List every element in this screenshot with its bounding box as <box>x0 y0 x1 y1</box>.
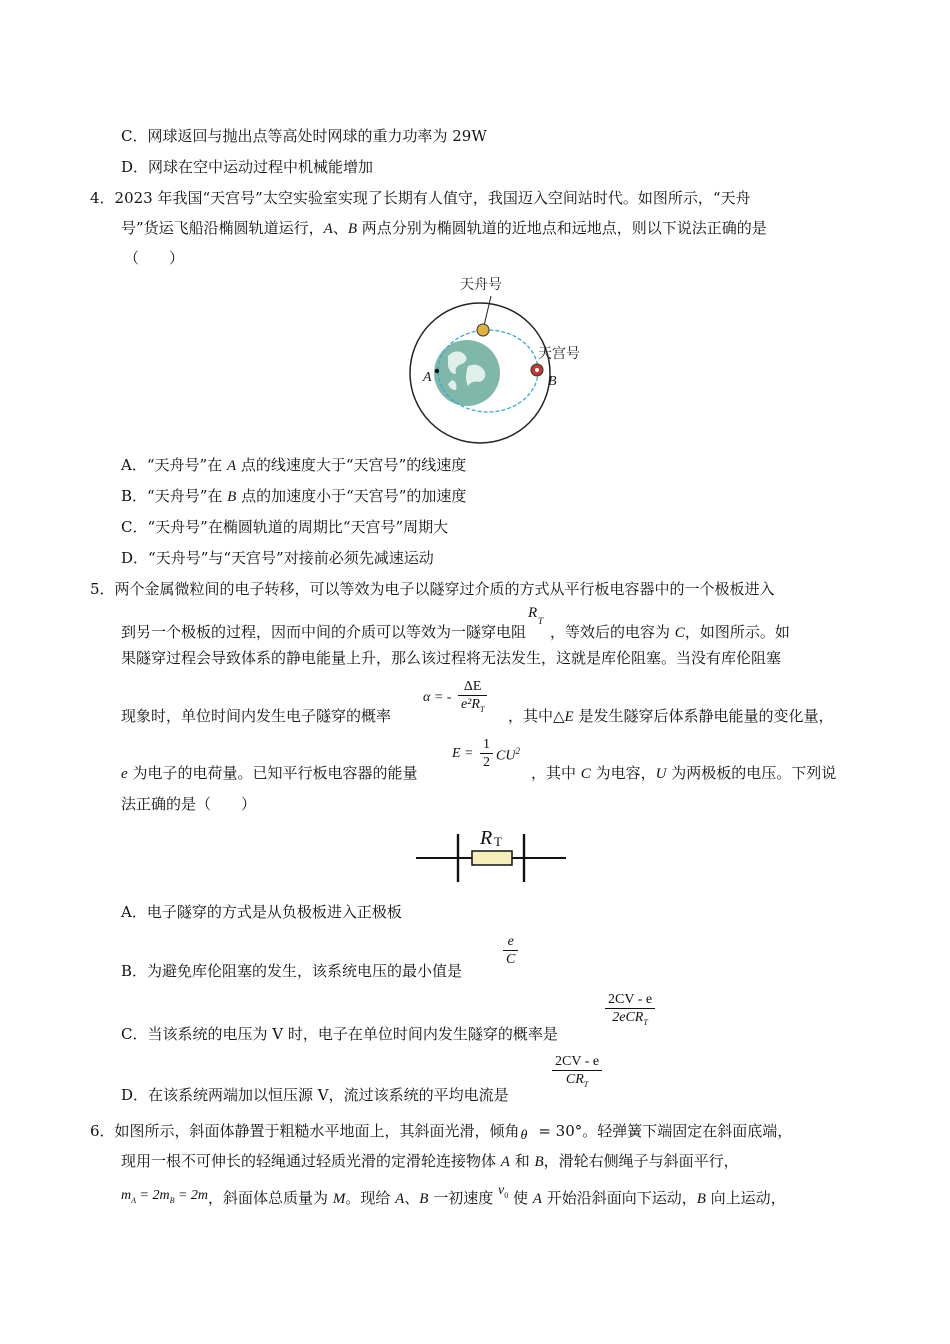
q3-option-d: D．网球在空中运动过程中机械能增加 <box>121 158 374 176</box>
q5-option-d-fraction: $\frac{2CV - e}{CR_T}$ <box>549 1053 605 1093</box>
tianzhou-icon <box>477 324 489 336</box>
q5-stem-line1: 5．两个金属微粒间的电子转移，可以等效为电子以隧穿过介质的方式从平行板电容器中的一个极板进入 <box>90 580 775 598</box>
q4-stem-line1: 4．2023 年我国“天宫号”太空实验室实现了长期有人值守，我国迈入空间站时代。如图所示，“天舟 <box>90 189 751 207</box>
q4-option-d: D．“天舟号”与“天宫号”对接前必须先减速运动 <box>121 549 434 567</box>
q4-option-a: A．“天舟号”在 A 点的线速度大于“天宫号”的线速度 <box>121 456 467 474</box>
q6-stem-line3: $m_A = 2m_B = 2m$，斜面体总质量为 M。现给 A、B 一初速度 $v_0$ 使 A 开始沿斜面向下运动，B 向上运动， <box>121 1183 786 1207</box>
label-tianzhou: 天舟号 <box>460 277 502 293</box>
q6-stem-line1: 6．如图所示，斜面体静置于粗糙水平地面上，其斜面光滑，倾角 θ = 30°。轻弹簧下端固定在斜面底端， <box>90 1122 793 1143</box>
q5-stem-line2: 到另一个极板的过程，因而中间的介质可以等效为一隧穿电阻 R T ，等效后的电容为 C，如图所示。如 <box>121 605 790 641</box>
q5-option-b-fraction: $\frac{e}{C}$ <box>500 933 521 968</box>
label-b: B <box>548 374 557 389</box>
q5-option-a: A．电子隧穿的方式是从负极板进入正极板 <box>121 903 402 921</box>
q4-stem-line2: 号”货运飞船沿椭圆轨道运行，A、B 两点分别为椭圆轨道的近地点和远地点，则以下说法正确的是 <box>121 219 767 237</box>
q5-stem-line5-tail: ，其中 C 为电容，U 为两极板的电压。下列说 <box>531 764 837 782</box>
q5-stem-line6: 法正确的是（ ） <box>121 795 257 813</box>
q5-stem-line4: 现象时，单位时间内发生电子隧穿的概率 <box>121 707 392 725</box>
label-a: A <box>423 370 432 385</box>
q5-capacitor-figure <box>412 822 572 884</box>
q5-option-c-fraction: $\frac{2CV - e}{2eCR_T}$ <box>602 991 658 1031</box>
q4-answer-paren: （ ） <box>124 249 185 267</box>
q6-stem-line2: 现用一根不可伸长的轻绳通过轻质光滑的定滑轮连接物体 A 和 B，滑轮右侧绳子与斜面平行， <box>121 1152 739 1170</box>
q5-stem-line4-tail: ，其中△E 是发生隧穿后体系静电能量的变化量， <box>508 707 834 725</box>
q3-option-c: C．网球返回与抛出点等高处时网球的重力功率为 29W <box>121 127 487 145</box>
q5-option-b: B．为避免库伦阻塞的发生，该系统电压的最小值是 <box>121 962 463 980</box>
initial-velocity: $v_0$ <box>498 1183 509 1200</box>
label-t: T <box>494 834 502 849</box>
q5-option-c: C．当该系统的电压为 V 时，电子在单位时间内发生隧穿的概率是 <box>121 1025 558 1043</box>
q5-stem-line3: 果隧穿过程会导致体系的静电能量上升，那么该过程将无法发生，这就是库伦阻塞。当没有库伦阻塞 <box>121 649 782 667</box>
alpha-formula: α = - $\frac{\Delta E}{e^2R_T}$ <box>423 678 490 718</box>
label-tiangong: 天宫号 <box>538 346 580 362</box>
label-r: R <box>480 827 493 849</box>
q4-option-c: C．“天舟号”在椭圆轨道的周期比“天宫号”周期大 <box>121 518 449 536</box>
point-a-dot <box>435 369 439 373</box>
tunnel-resistor <box>472 851 512 865</box>
q5-option-d: D．在该系统两端加以恒压源 V，流过该系统的平均电流是 <box>121 1086 509 1104</box>
q5-stem-line5: e 为电子的电荷量。已知平行板电容器的能量 <box>121 764 418 782</box>
q4-option-b: B．“天舟号”在 B 点的加速度小于“天宫号”的加速度 <box>121 487 467 505</box>
q4-orbit-figure <box>390 268 590 448</box>
mass-relation: $m_A = 2m_B = 2m$ <box>121 1188 209 1205</box>
energy-formula: E = $\frac{1}{2}$ $CU^2$ <box>452 737 520 770</box>
